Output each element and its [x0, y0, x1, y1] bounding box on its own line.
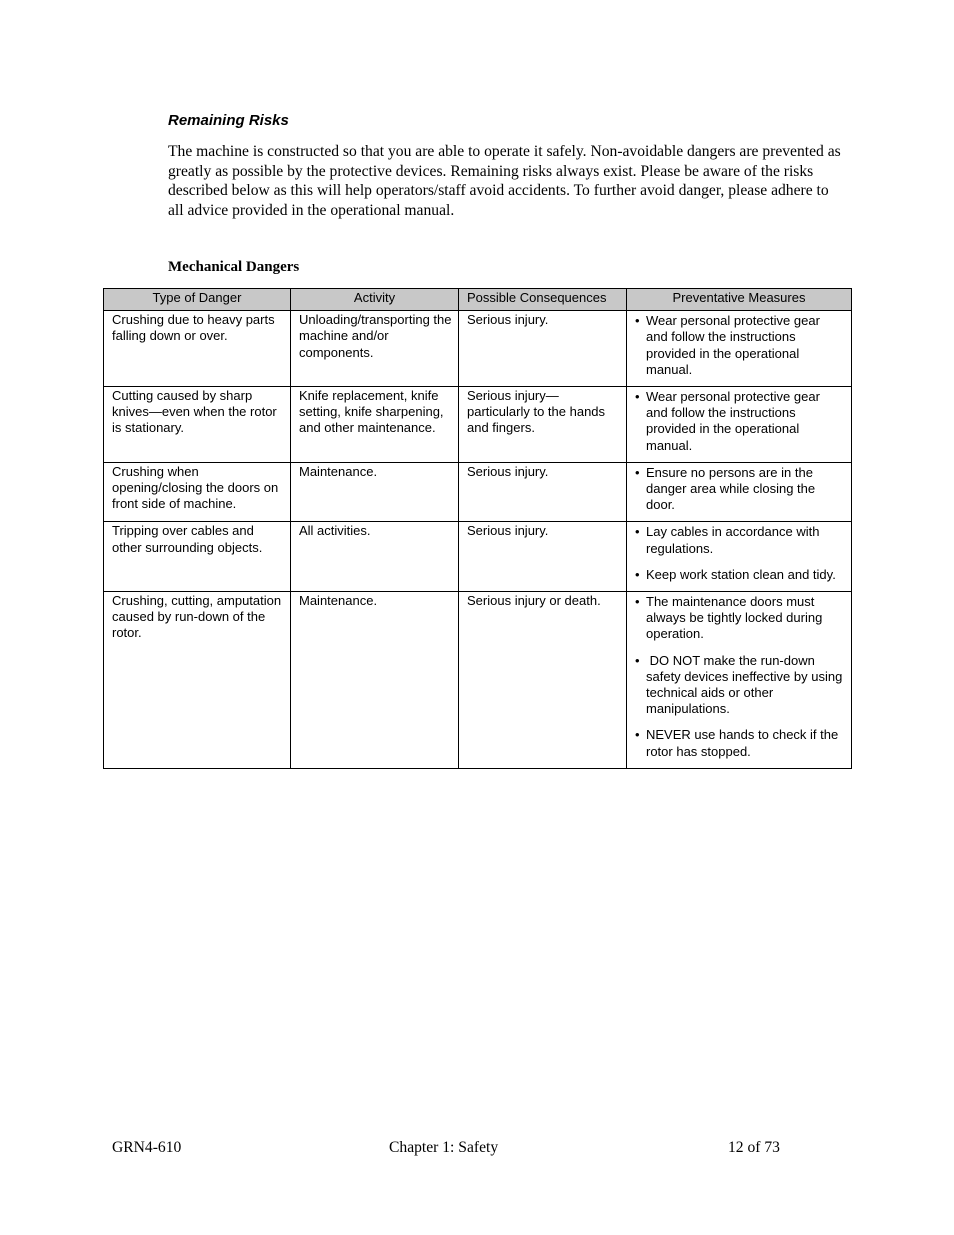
section-heading: Remaining Risks: [168, 112, 289, 129]
cell-activity: Maintenance.: [291, 462, 459, 522]
bullet-icon: •: [635, 566, 640, 582]
table-row: [104, 311, 852, 387]
list-item: [635, 567, 845, 583]
measure-text: Wear personal protective gear and follow the instructions provided in the operational manual.: [646, 313, 824, 377]
cell-activity: Maintenance.: [291, 592, 459, 769]
list-item: [635, 594, 845, 643]
cell-possible-consequences: Serious injury.: [459, 462, 627, 522]
cell-type-of-danger: Crushing when opening/closing the doors on front side of machine.: [104, 462, 291, 522]
intro-paragraph: The machine is constructed so that you are able to operate it safely. Non-avoidable dangers are prevented as greatly as possible by the protective devices. Remaining risks always exist. Please be aware of the risks described below as this will help operators/staff avoid accidents. To further avoid danger, please adhere to all advice provided in the operational manual.: [168, 143, 841, 219]
cell-activity: Knife replacement, knife setting, knife sharpening, and other maintenance.: [291, 387, 459, 463]
cell-possible-consequences: Serious injury.: [459, 311, 627, 387]
table-row: [104, 522, 852, 592]
bullet-icon: •: [635, 524, 640, 540]
cell-possible-consequences: Serious injury.: [459, 522, 627, 592]
cell-possible-consequences: Serious injury—particularly to the hands and fingers.: [459, 387, 627, 463]
cell-type-of-danger: Crushing, cutting, amputation caused by run-down of the rotor.: [104, 592, 291, 769]
cell-activity: Unloading/transporting the machine and/or components.: [291, 311, 459, 387]
measure-text: The maintenance doors must always be tightly locked during operation.: [646, 594, 826, 642]
measures-list: [635, 465, 845, 514]
cell-activity: All activities.: [291, 522, 459, 592]
measures-list: [635, 389, 845, 454]
table-body: [104, 311, 852, 769]
list-item: [635, 465, 845, 514]
footer-doc-id: GRN4-610: [112, 1139, 182, 1156]
measure-text: DO NOT make the run-down safety devices ineffective by using technical aids or other manipulations.: [646, 652, 846, 717]
bullet-icon: •: [635, 464, 640, 480]
measure-text: Lay cables in accordance with regulations.: [646, 524, 824, 556]
list-item: [635, 524, 845, 556]
header-activity: Activity: [291, 289, 459, 311]
mechanical-dangers-table: [103, 288, 852, 769]
list-item: [635, 389, 845, 454]
bullet-icon: •: [635, 652, 640, 668]
cell-preventative-measures: [627, 522, 852, 592]
measures-list: [635, 313, 845, 378]
list-item: [635, 653, 845, 718]
table-header-row: [104, 289, 852, 311]
table-row: [104, 462, 852, 522]
bullet-icon: •: [635, 389, 640, 405]
cell-preventative-measures: [627, 462, 852, 522]
header-preventative-measures: Preventative Measures: [627, 289, 852, 311]
cell-preventative-measures: [627, 387, 852, 463]
measures-list: [635, 524, 845, 583]
measure-text: Ensure no persons are in the danger area while closing the door.: [646, 464, 819, 513]
cell-preventative-measures: [627, 592, 852, 769]
bullet-icon: •: [635, 727, 640, 743]
table-row: [104, 592, 852, 769]
list-item: [635, 727, 845, 759]
bullet-icon: •: [635, 313, 640, 329]
bullet-icon: •: [635, 594, 640, 610]
header-type-of-danger: Type of Danger: [104, 289, 291, 311]
cell-possible-consequences: Serious injury or death.: [459, 592, 627, 769]
list-item: [635, 313, 845, 378]
table-title: Mechanical Dangers: [168, 259, 300, 275]
table-row: [104, 387, 852, 463]
footer-chapter: Chapter 1: Safety: [389, 1139, 499, 1156]
cell-type-of-danger: Cutting caused by sharp knives—even when the rotor is stationary.: [104, 387, 291, 463]
measures-list: [635, 594, 845, 760]
cell-preventative-measures: [627, 311, 852, 387]
cell-type-of-danger: Tripping over cables and other surrounding objects.: [104, 522, 291, 592]
measure-text: Wear personal protective gear and follow the instructions provided in the operational manual.: [646, 389, 824, 453]
footer-page-number: 12 of 73: [728, 1139, 780, 1156]
measure-text: Keep work station clean and tidy.: [646, 566, 836, 582]
cell-type-of-danger: Crushing due to heavy parts falling down or over.: [104, 311, 291, 387]
measure-text: NEVER use hands to check if the rotor has stopped.: [646, 727, 842, 759]
header-possible-consequences: Possible Consequences: [459, 289, 627, 311]
